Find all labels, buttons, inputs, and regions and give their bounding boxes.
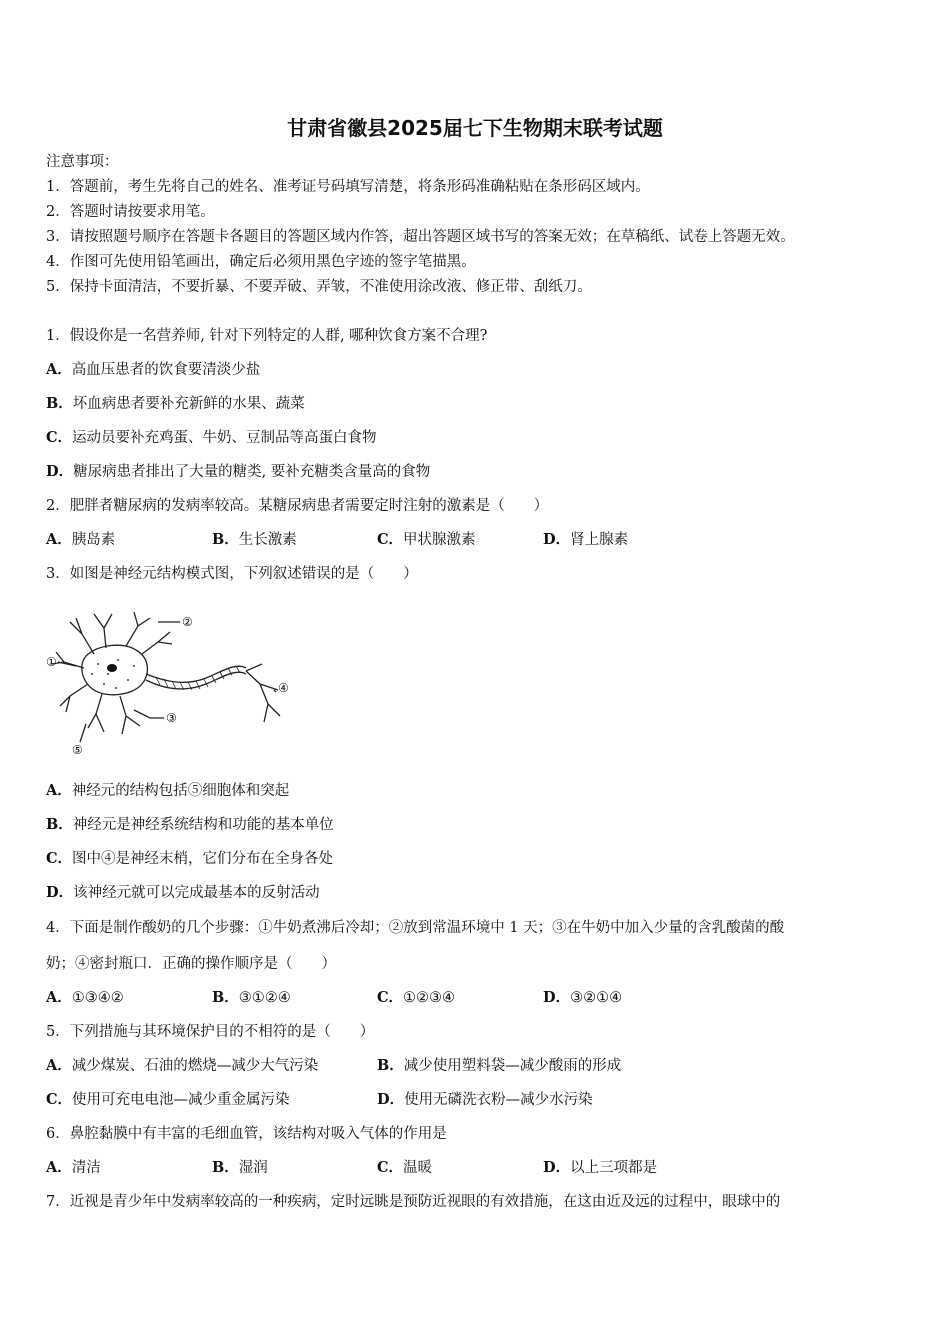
option — [212, 530, 297, 550]
option — [46, 1158, 101, 1178]
option-label: A． — [46, 531, 72, 548]
option-label: C． — [46, 850, 73, 867]
dendrite — [94, 614, 112, 648]
option-text: 甲状腺激素 — [403, 532, 476, 548]
notice-item: 4．作图可先使用铅笔画出，确定后必须用黑色字迹的签字笔描黑。 — [46, 254, 476, 270]
option-text: 减少使用塑料袋—减少酸雨的形成 — [403, 1058, 622, 1074]
page-title: 甘肃省徽县2025届七下生物期末联考试题 — [287, 116, 663, 140]
figure-label-3: ③ — [166, 711, 177, 725]
option-text: ③①②④ — [238, 990, 291, 1006]
option — [543, 530, 628, 550]
question-stem: 1．假设你是一名营养师, 针对下列特定的人群, 哪种饮食方案不合理? — [46, 328, 488, 344]
notice-heading: 注意事项： — [46, 154, 119, 170]
leader-line-4 — [274, 690, 276, 692]
option-text: 该神经元就可以完成最基本的反射活动 — [73, 885, 320, 901]
option-text: 使用可充电电池—减少重金属污染 — [72, 1092, 290, 1108]
option-text: 运动员要补充鸡蛋、牛奶、豆制品等高蛋白食物 — [72, 430, 377, 446]
option-text: 图中④是神经末梢，它们分布在全身各处 — [72, 851, 334, 867]
option-text: 肾上腺素 — [570, 532, 629, 548]
option-label: B． — [377, 1057, 404, 1074]
option-text: 神经元的结构包括⑤细胞体和突起 — [71, 783, 290, 799]
option — [46, 883, 320, 903]
option-label: D． — [543, 1159, 571, 1176]
option — [377, 988, 455, 1008]
dendrite — [142, 632, 172, 654]
option-label: C． — [46, 1091, 73, 1108]
dendrite — [120, 696, 140, 734]
option-label: A． — [46, 1159, 72, 1176]
option-label: C． — [377, 989, 404, 1006]
option-label: A． — [46, 782, 72, 799]
option-label: D． — [46, 884, 74, 901]
dendrite — [88, 694, 104, 732]
option-label: B． — [212, 989, 239, 1006]
option-text: ①②③④ — [403, 990, 456, 1006]
option-text: 高血压患者的饮食要清淡少盐 — [71, 362, 261, 378]
notice-item: 2．答题时请按要求用笔。 — [46, 204, 215, 220]
option-label: C． — [46, 429, 73, 446]
notice-item: 1．答题前，考生先将自己的姓名、准考证号码填写清楚，将条形码准确粘贴在条形码区域内。 — [46, 179, 650, 195]
option — [46, 428, 377, 448]
option — [377, 1090, 593, 1110]
option — [377, 1158, 432, 1178]
question-stem: 3．如图是神经元结构模式图，下列叙述错误的是（ ） — [46, 566, 418, 582]
question-stem: 7．近视是青少年中发病率较高的一种疾病，定时远眺是预防近视眼的有效措施，在这由近及远的过程中，眼球中的 — [46, 1194, 781, 1210]
option-label: A． — [46, 989, 72, 1006]
option-text: 温暖 — [403, 1160, 433, 1176]
option-text: 湿润 — [238, 1160, 268, 1176]
nerve-terminal — [246, 664, 280, 722]
option — [377, 1056, 621, 1076]
notice-item: 5．保持卡面清洁，不要折暴、不要弄破、弄皱，不准使用涂改液、修正带、刮纸刀。 — [46, 279, 592, 295]
option-label: D． — [46, 463, 74, 480]
dendrite — [70, 618, 94, 654]
option — [543, 988, 622, 1008]
option — [46, 1056, 318, 1076]
option — [46, 988, 124, 1008]
figure-label-1: ① — [46, 655, 57, 669]
option-label: D． — [377, 1091, 405, 1108]
option-text: 胰岛素 — [71, 532, 116, 548]
option-label: A． — [46, 361, 72, 378]
option — [212, 1158, 268, 1178]
option-text: 糖尿病患者排出了大量的糖类, 要补充糖类含量高的食物 — [73, 464, 431, 480]
option — [46, 849, 333, 869]
option-text: 生长激素 — [238, 532, 297, 548]
option-label: B． — [46, 816, 73, 833]
question-stem: 6．鼻腔黏膜中有丰富的毛细血管，该结构对吸入气体的作用是 — [46, 1126, 447, 1142]
option — [46, 530, 115, 550]
dendrite — [60, 684, 88, 712]
nucleus — [107, 664, 117, 672]
option — [46, 1090, 290, 1110]
question-stem: 4．下面是制作酸奶的几个步骤：①牛奶煮沸后冷却；②放到常温环境中 1 天；③在牛奶中加入少量的含乳酸菌的酸 — [46, 920, 785, 936]
neuron-diagram — [46, 604, 296, 756]
leader-line-3 — [134, 710, 164, 718]
question-stem: 5．下列措施与其环境保护目的不相符的是（ ） — [46, 1024, 375, 1040]
option-text: 清洁 — [71, 1160, 101, 1176]
option — [212, 988, 291, 1008]
option-text: 神经元是神经系统结构和功能的基本单位 — [72, 817, 334, 833]
option — [46, 462, 430, 482]
option-label: D． — [543, 531, 571, 548]
option-label: C． — [377, 531, 404, 548]
figure-label-2: ② — [182, 615, 193, 629]
leader-line-5 — [80, 724, 86, 742]
option-label: B． — [212, 531, 239, 548]
option-label: B． — [46, 395, 73, 412]
question-stem: 2．肥胖者糖尿病的发病率较高。某糖尿病患者需要定时注射的激素是（ ） — [46, 498, 549, 514]
option — [543, 1158, 657, 1178]
option-text: 减少煤炭、石油的燃烧—减少大气污染 — [71, 1058, 319, 1074]
option-text: 以上三项都是 — [570, 1160, 658, 1176]
option-text: 使用无磷洗衣粉—减少水污染 — [404, 1092, 593, 1108]
option — [46, 815, 334, 835]
option-label: C． — [377, 1159, 404, 1176]
figure-label-4: ④ — [278, 681, 289, 695]
option — [377, 530, 476, 550]
option-text: ①③④② — [71, 990, 124, 1006]
dendrite — [126, 612, 150, 646]
option — [46, 394, 305, 414]
notice-item: 3．请按照题号顺序在答题卡各题目的答题区域内作答，超出答题区域书写的答案无效；在草稿纸、试卷上答题无效。 — [46, 229, 795, 245]
question-stem-continued: 奶；④密封瓶口．正确的操作顺序是（ ） — [46, 956, 336, 972]
dendrite — [52, 652, 84, 668]
option — [46, 781, 289, 801]
option — [46, 360, 260, 380]
option-label: D． — [543, 989, 571, 1006]
option-text: ③②①④ — [570, 990, 623, 1006]
option-label: B． — [212, 1159, 239, 1176]
option-text: 坏血病患者要补充新鲜的水果、蔬菜 — [72, 396, 305, 412]
option-label: A． — [46, 1057, 72, 1074]
figure-label-5: ⑤ — [72, 743, 83, 756]
axon — [146, 666, 246, 682]
